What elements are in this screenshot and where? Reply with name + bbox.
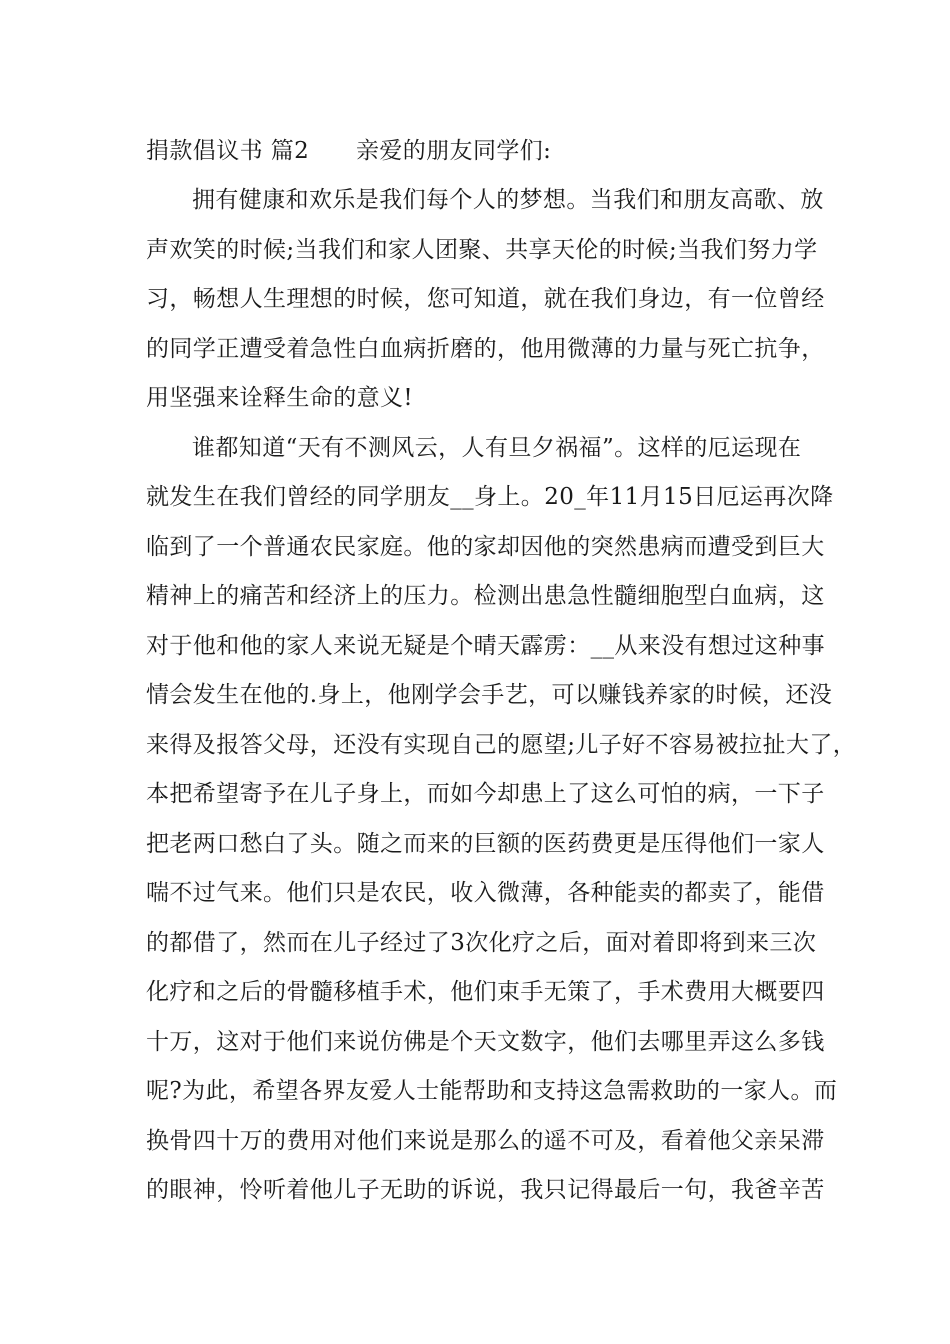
paragraph-line: 就发生在我们曾经的同学朋友__身上。20_年11月15日厄运再次降 <box>146 484 834 510</box>
paragraph-line: 化疗和之后的骨髓移植手术，他们束手无策了，手术费用大概要四 <box>146 979 825 1005</box>
paragraph-line: 本把希望寄予在儿子身上，而如今却患上了这么可怕的病，一下子 <box>146 781 825 807</box>
paragraph-line: 用坚强来诠释生命的意义! <box>146 385 414 411</box>
paragraph-line: 把老两口愁白了头。随之而来的巨额的医药费更是压得他们一家人 <box>146 831 825 857</box>
paragraph-line: 谁都知道“天有不测风云，人有旦夕祸福”。这样的厄运现在 <box>192 435 802 461</box>
paragraph-line: 精神上的痛苦和经济上的压力。检测出患急性髓细胞型白血病，这 <box>146 583 825 609</box>
paragraph-line: 的眼神，怜听着他儿子无助的诉说，我只记得最后一句，我爸辛苦 <box>146 1177 825 1203</box>
paragraph-line: 对于他和他的家人来说无疑是个晴天霹雳：__从来没有想过这种事 <box>146 633 825 659</box>
paragraph-line: 的同学正遭受着急性白血病折磨的，他用微薄的力量与死亡抗争， <box>146 336 825 362</box>
heading-line: 捐款倡议书 篇2 亲爱的朋友同学们: <box>146 138 552 164</box>
paragraph-line: 来得及报答父母，还没有实现自己的愿望;儿子好不容易被拉扯大了， <box>146 732 857 758</box>
paragraph-line: 呢?为此，希望各界友爱人士能帮助和支持这急需救助的一家人。而 <box>146 1078 838 1104</box>
paragraph-line: 声欢笑的时候;当我们和家人团聚、共享天伦的时候;当我们努力学 <box>146 237 818 263</box>
paragraph-line: 情会发生在他的.身上，他刚学会手艺，可以赚钱养家的时候，还没 <box>146 682 833 708</box>
paragraph-line: 的都借了，然而在儿子经过了3次化疗之后，面对着即将到来三次 <box>146 930 817 956</box>
paragraph-line: 拥有健康和欢乐是我们每个人的梦想。当我们和朋友高歌、放 <box>192 187 824 213</box>
paragraph-line: 换骨四十万的费用对他们来说是那么的遥不可及，看着他父亲呆滞 <box>146 1128 825 1154</box>
paragraph-line: 临到了一个普通农民家庭。他的家却因他的突然患病而遭受到巨大 <box>146 534 825 560</box>
paragraph-line: 十万，这对于他们来说仿佛是个天文数字，他们去哪里弄这么多钱 <box>146 1029 825 1055</box>
paragraph-line: 喘不过气来。他们只是农民，收入微薄，各种能卖的都卖了，能借 <box>146 880 825 906</box>
paragraph-line: 习，畅想人生理想的时候，您可知道，就在我们身边，有一位曾经 <box>146 286 825 312</box>
